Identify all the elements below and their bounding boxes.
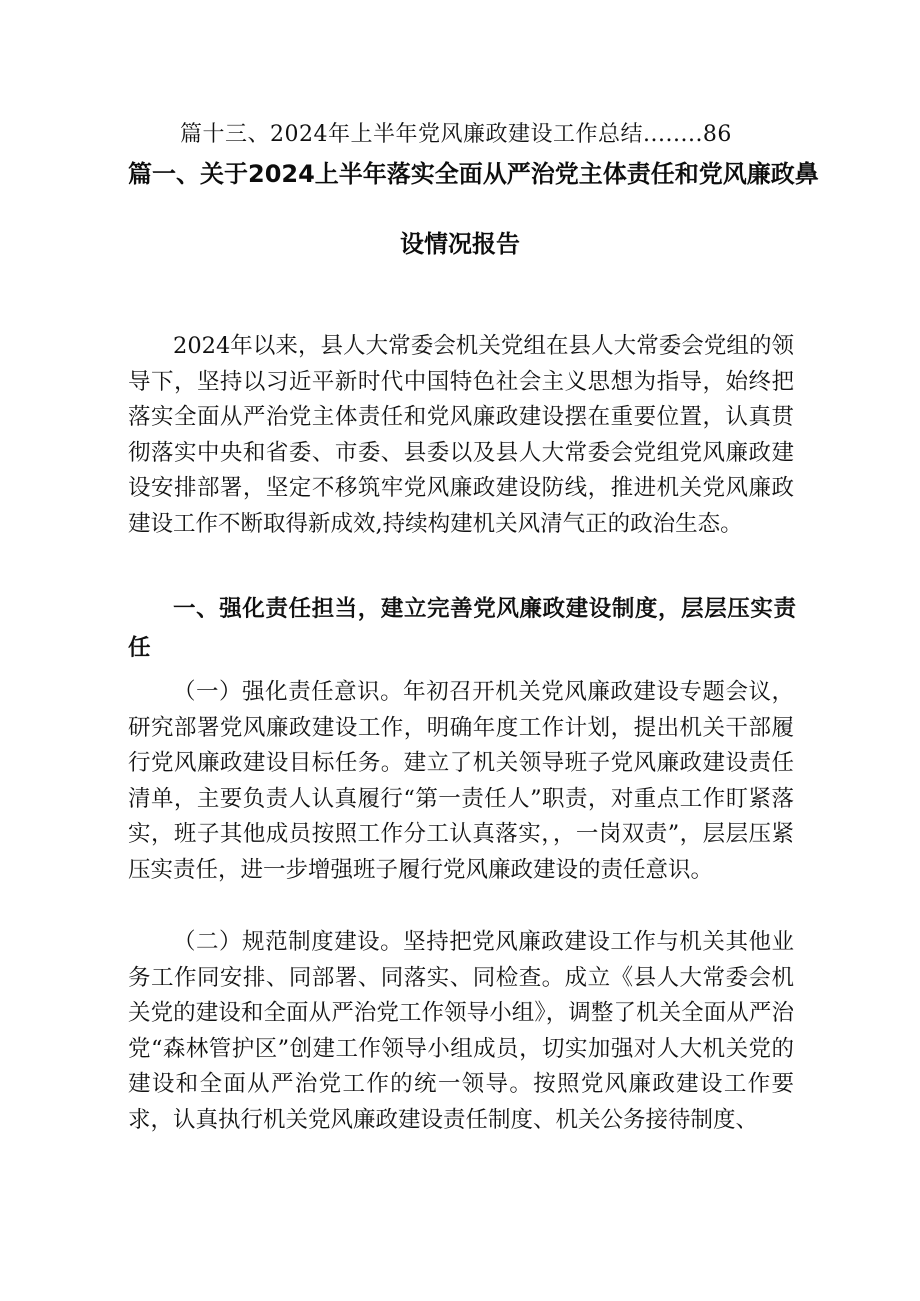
toc-entry: 篇十三、2024年上半年党风廉政建设工作总结........86 [180,122,732,147]
item-2-paragraph: （二）规范制度建设。坚持把党风廉政建设工作与机关其他业务工作同安排、同部署、同落实、同检查。成立《县人大常委会机关党的建设和全面从严治党工作领导小组》，调整了机关全面从严治党“森林管护区”创建工作领导小组成员，切实加强对人大机关党的建设和全面从严治党工作的统一领导。按照党风廉政建设工作要求，认真执行机关党风廉政建设责任制度、机关公务接待制度、 [128,929,794,1133]
article-title-line-2: 设情况报告 [400,230,520,258]
intro-paragraph: 2024年以来，县人大常委会机关党组在县人大常委会党组的领导下，坚持以习近平新时代中国特色社会主义思想为指导，始终把落实全面从严治党主体责任和党风廉政建设摆在重要位置，认真贯彻落实中央和省委、市委、县委以及县人大常委会党组党风廉政建设安排部署，坚定不移筑牢党风廉政建设防线，推进机关党风廉政建设工作不断取得新成效,持续构建机关风清气正的政治生态。 [128,333,794,537]
section-1-heading: 一、强化责任担当，建立完善党风廉政建设制度，层层压实责任 [128,596,796,661]
item-1-paragraph: （一）强化责任意识。年初召开机关党风廉政建设专题会议，研究部署党风廉政建设工作，明确年度工作计划，提出机关干部履行党风廉政建设目标任务。建立了机关领导班子党风廉政建设责任清单，主要负责人认真履行“第一责任人”职责，对重点工作盯紧落实，班子其他成员按照工作分工认真落实，，一岗双责”，层层压紧压实责任，进一步增强班子履行党风廉政建设的责任意识。 [128,679,794,883]
article-title-line-1: 篇一、关于2024上半年落实全面从严治党主体责任和党风廉政鼻 [128,160,819,188]
